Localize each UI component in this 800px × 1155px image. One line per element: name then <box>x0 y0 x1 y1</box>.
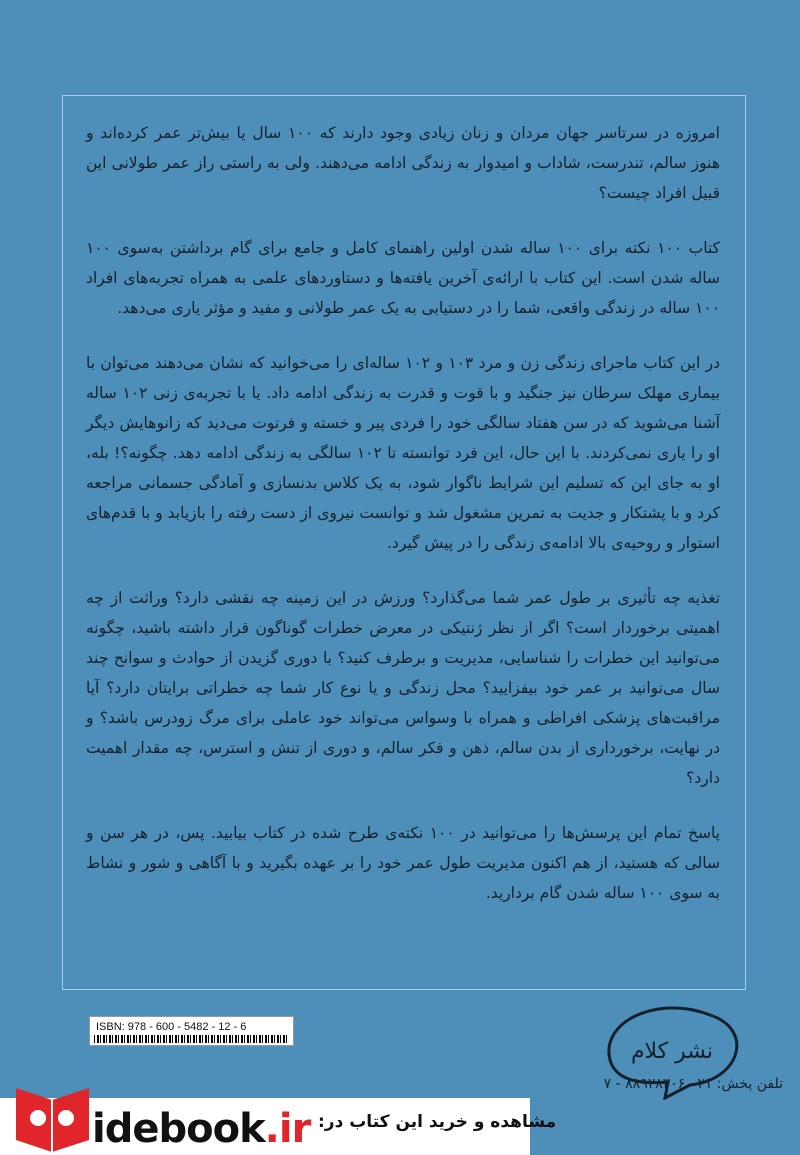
watermark-tagline: مشاهده و خرید این کتاب در: <box>318 1112 557 1132</box>
publisher-logo-text: نشر کلام <box>630 1039 714 1064</box>
paragraph-book-description: کتاب ۱۰۰ نکته برای ۱۰۰ ساله شدن اولین راهنمای کامل و جامع برای گام برداشتن به‌سوی ۱۰۰ ساله شدن است. این کتاب با ارائه‌ی آخرین یافته‌ها و دستاوردهای علمی به همراه تجربه‌های افراد ۱۰۰ ساله در زندگی واقعی، شما را در دستیابی به یک عمر طولانی و مفید و مؤثر یاری می‌دهد. <box>86 239 720 317</box>
paragraph-stories: در این کتاب ماجرای زندگی زن و مرد ۱۰۳ و ۱۰۲ ساله‌ای را می‌خوانید که نشان می‌دهند می‌توان با بیماری مهلک سرطان نیز جنگید و با قوت و قدرت به زندگی ادامه داد. یا با تجربه‌ی زنی ۱۰۲ ساله آشنا می‌شوید که در سن هفتاد سالگی خود را فردی پیر و خسته و فرتوت می‌دید که زانوهایش دیگر او را یاری نمی‌کردند. با این حال، این فرد توانسته تا ۱۰۲ سالگی به زندگی ادامه دهد. چگونه؟! بله، او به جای این که تسلیم این شرایط ناگوار شود، به یک کلاس بدنسازی و آمادگی جسمانی مراجعه کرد و با پشتکار و جدیت به تمرین مشغول شد و توانست نیروی از دست رفته را بازیابد و با قدم‌های استوار و روحیه‌ی بالا ادامه‌ی زندگی را در پیش گیرد. <box>86 354 721 552</box>
isbn-barcode <box>89 1016 294 1046</box>
open-book-icon <box>10 1080 95 1155</box>
barcode-bars <box>94 1035 289 1043</box>
distribution-phone: تلفن پخش: ۰۲۱ ۸۸۹۲۸۳۰۶ - ۷ <box>603 1076 783 1092</box>
back-cover-text <box>86 118 720 933</box>
paragraph-conclusion: پاسخ تمام این پرسش‌ها را می‌توانید در ۱۰۰ نکته‌ی طرح شده در کتاب بیابید. پس، در هر سن و سالی که هستید، از هم اکنون مدیریت طول عمر خود را بر عهده بگیرید و با آگاهی و شور و نشاط به سوی ۱۰۰ ساله شدن گام بردارید. <box>86 824 720 902</box>
paragraph-questions: تغذیه چه تأثیری بر طول عمر شما می‌گذارد؟ ورزش در این زمینه چه نقشی دارد؟ وراثت از چه اهمیتی برخوردار است؟ اگر از نظر ژنتیکی در معرض خطرات گوناگون قرار داشته باشید، چگونه می‌توانید این خطرات را شناسایی، مدیریت و برطرف کنید؟ با دوری گزیدن از حوادث و سوانح چند سال می‌توانید بر عمر خود بیفزایید؟ محل زندگی و یا نوع کار شما چه خطراتی برایتان دارد؟ آیا مراقبت‌های پزشکی افراطی و همراه با وسواس می‌تواند خود عاملی برای مرگ زودرس باشد؟ و در نهایت، برخورداری از بدن سالم، ذهن و فکر سالم، و دوری از تنش و استرس، چه مقدار اهمیت دارد؟ <box>86 589 720 787</box>
watermark-logo <box>92 1105 310 1153</box>
isbn-text: ISBN: 978 - 600 - 5482 - 12 - 6 <box>96 1021 247 1033</box>
watermark-logo-suffix: .ir <box>264 1106 311 1152</box>
paragraph-intro: امروزه در سرتاسر جهان مردان و زنان زیادی وجود دارند که ۱۰۰ سال یا بیش‌تر عمر کرده‌اند و هنوز سالم، تندرست، شاداب و امیدوار به زندگی ادامه می‌دهند. ولی به راستی راز عمر طولانی این قبیل افراد چیست؟ <box>86 124 720 202</box>
watermark-banner <box>0 1070 800 1155</box>
watermark-logo-main: idebook <box>92 1106 265 1152</box>
